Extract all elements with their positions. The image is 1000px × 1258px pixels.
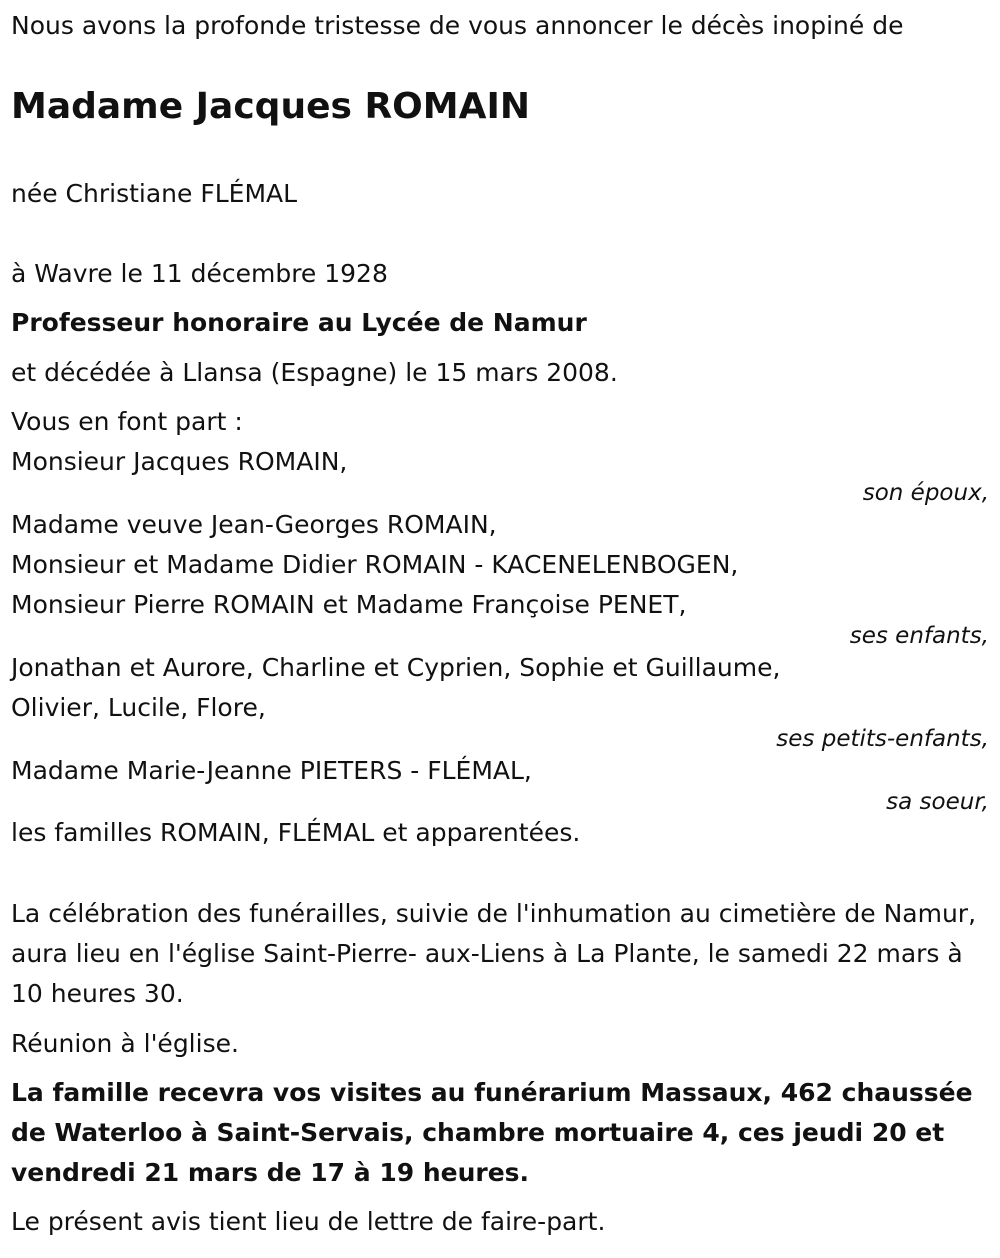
born-name: née Christiane FLÉMAL bbox=[11, 179, 298, 208]
family-line: Monsieur Jacques ROMAIN, bbox=[11, 447, 348, 476]
family-line: Jonathan et Aurore, Charline et Cyprien, Sophie et Guillaume, bbox=[11, 653, 781, 682]
deceased-name: Madame Jacques ROMAIN bbox=[11, 86, 530, 127]
profession: Professeur honoraire au Lycée de Namur bbox=[11, 308, 587, 337]
visits-info: La famille recevra vos visites au funérarium Massaux, 462 chaussée de Waterloo à Saint-Servais, chambre mortuaire 4, ces jeudi 20 et vendredi 21 mars de 17 à 19 heures. bbox=[11, 1078, 973, 1187]
intro-text: Nous avons la profonde tristesse de vous annoncer le décès inopiné de bbox=[11, 11, 904, 40]
announce-text: Vous en font part : bbox=[11, 407, 243, 436]
closing-text: Le présent avis tient lieu de lettre de faire-part. bbox=[11, 1207, 606, 1236]
family-role: son époux, bbox=[862, 480, 989, 506]
family-spouse bbox=[11, 442, 991, 506]
death-info: et décédée à Llansa (Espagne) le 15 mars 2008. bbox=[11, 358, 618, 387]
family-line: Monsieur et Madame Didier ROMAIN - KACENELENBOGEN, bbox=[11, 550, 739, 579]
family-role: sa soeur, bbox=[886, 789, 989, 815]
family-role: ses petits-enfants, bbox=[776, 726, 989, 752]
family-line: Monsieur Pierre ROMAIN et Madame Françoise PENET, bbox=[11, 590, 687, 619]
family-line: Olivier, Lucile, Flore, bbox=[11, 693, 266, 722]
ceremony-info: La célébration des funérailles, suivie de l'inhumation au cimetière de Namur, aura lieu en l'église Saint-Pierre- aux-Liens à La Plante, le samedi 22 mars à 10 heures 30. bbox=[11, 899, 977, 1008]
family-line: Madame veuve Jean-Georges ROMAIN, bbox=[11, 510, 497, 539]
birth-info: à Wavre le 11 décembre 1928 bbox=[11, 259, 388, 288]
family-sister bbox=[11, 751, 991, 815]
family-line: Madame Marie-Jeanne PIETERS - FLÉMAL, bbox=[11, 756, 532, 785]
family-role: ses enfants, bbox=[849, 623, 989, 649]
family-grandchildren bbox=[11, 648, 991, 752]
family-children bbox=[11, 505, 991, 649]
meeting-info: Réunion à l'église. bbox=[11, 1029, 239, 1058]
family-families: les familles ROMAIN, FLÉMAL et apparentées. bbox=[11, 818, 581, 847]
